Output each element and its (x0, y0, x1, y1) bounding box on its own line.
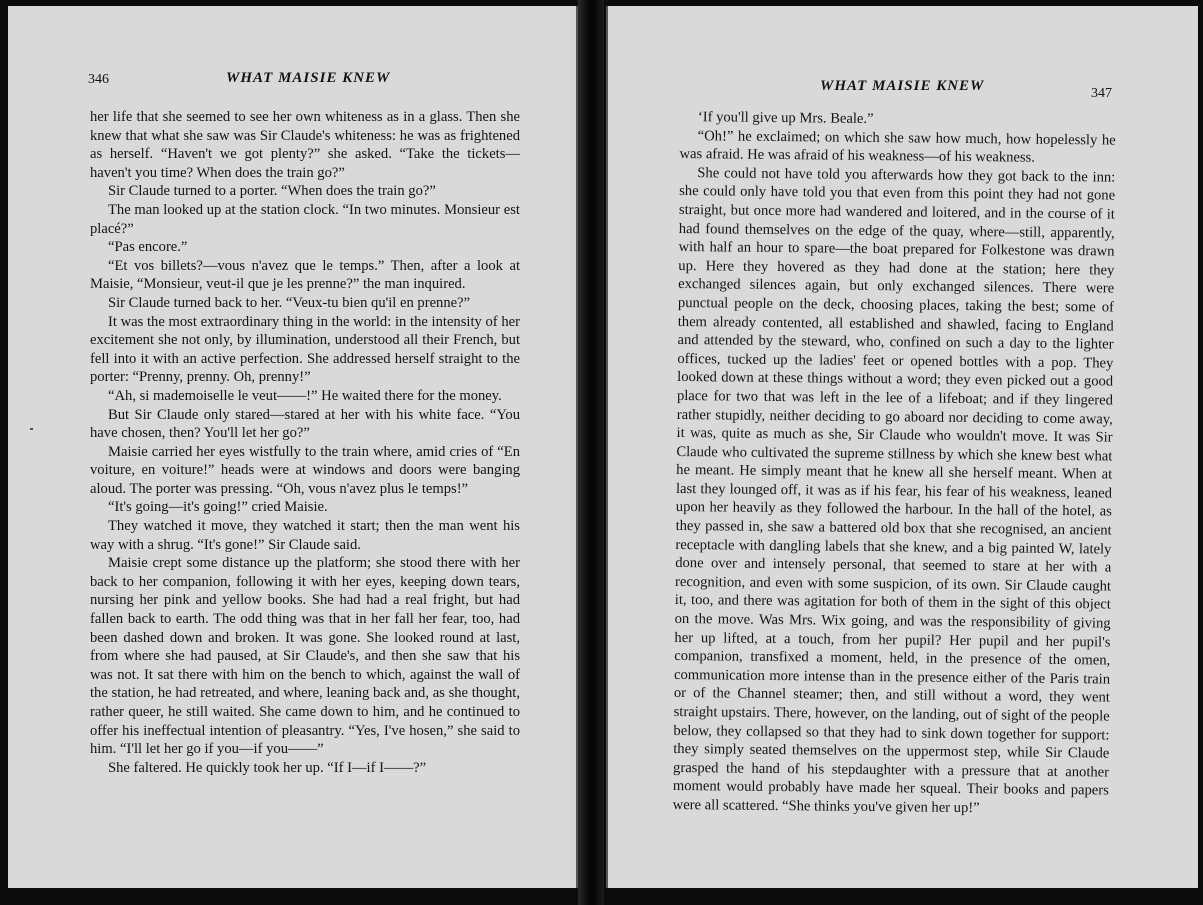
paragraph: The man looked up at the station clock. “In two minutes. Monsieur est placé?” (90, 201, 520, 237)
right-page (606, 6, 1198, 888)
running-head: WHAT MAISIE KNEW (820, 78, 985, 94)
paragraph: Sir Claude turned back to her. “Veux-tu bien qu'il en prenne?” (108, 294, 471, 311)
paragraph: ‘If you'll give up Mrs. Beale.” (697, 109, 874, 128)
paragraph: Maisie crept some distance up the platform; she stood there with her back to her companion, following it with her eyes, keeping down tears, nursing her pink and yellow books. She had had a real fright, but had fallen back to earth. The odd thing was that in her fall her fear, too, had been dashed down and broken. It was gone. She looked round at last, from where she had paused, at Sir Claude's, and then she saw that his was not. It sat there with him on the bench to which, against the wall of the station, he had retreated, and where, leaning back and, as she thought, rather queer, he still waited. She came down to him, and he continued to offer his ineffectual intention of pleasantry. “Yes, I've hosen,” she said to him. “I'll let her go if you—if you——” (90, 555, 520, 758)
paragraph: It was the most extraordinary thing in the world: in the intensity of her excitement she not only, by illumination, understood all their French, but fell into it with an active perfection. She addressed herself straight to the porter: “Prenny, prenny. Oh, prenny!” (90, 313, 520, 386)
paragraph: She could not have told you afterwards how they got back to the inn: she could only have told you that even from this point they had not gone straight, but once more had wandered and loitered, and in the course of it had found themselves on the edge of the quay, where—still, apparently, with half an hour to spare—the boat prepared for Folkestone was drawn up. Here they hovered as they had done at the station; here they exchanged silences again, but only exchanged silences. There were punctual people on the deck, choosing places, taking the best; some of them already contented, all established and shawled, facing to England and attended by the steward, who, confined on such a day to the lighter offices, tucked up the ladies' feet or opened bottles with a pop. They looked down at these things without a word; they even picked out a good place for two that was left in the lee of a lifeboat; and if they lingered rather stupidly, neither deciding to go aboard nor deciding to come away, it was, quite as much as she, Sir Claude who wouldn't move. It was Sir Claude who cultivated the supreme stillness by which she knew best what he meant. He simply meant that he knew all she herself meant. When at last they lounged off, it was as if his fear, his fear of his weakness, leaned upon her heavily as they followed the harbour. In the hall of the hotel, as they passed in, she saw a battered old box that she recognised, an ancient receptacle with dangling labels that she knew, and a big painted W, lately done over and intensely personal, that seemed to stare at her with a recognition, and even with some suspicion, of its own. Sir Claude caught it, too, and there was agitation for both of them in the sight of this object on the move. Was Mrs. Wix going, and was the responsibility of giving her up lifted, at a touch, from her pupil? Her pupil and her pupil's companion, transfixed a moment, held, in the presence of the omen, communication more intense than in the presence either of the Paris train or of the Channel steamer; then, and still without a word, they went straight upstairs. There, however, on the landing, out of sight of the people below, they collapsed so that they had to sink down together for support: they simply seated themselves on the uppermost step, while Sir Claude grasped the hand of his stepdaughter with a pressure that at another moment would probably have made her squeal. Their books and papers were all scattered. “She thinks you've given her up!” (672, 164, 1116, 817)
left-page-header (8, 70, 576, 94)
left-page-text (90, 108, 520, 777)
paragraph: “Oh!” he exclaimed; on which she saw how much, how hopelessly he was afraid. He was afraid of his weakness—of his weakness. (679, 127, 1116, 166)
left-page (8, 6, 578, 888)
page-number: 346 (88, 72, 109, 87)
paragraph: She faltered. He quickly took her up. “If I—if I——?” (108, 759, 427, 776)
book-gutter (578, 0, 604, 905)
paragraph: “Pas encore.” (108, 239, 188, 256)
page-number: 347 (1091, 86, 1112, 101)
paragraph: “Et vos billets?—vous n'avez que le temps.” Then, after a look at Maisie, “Monsieur, veut-il que je les prenne?” the man inquired. (90, 257, 520, 293)
paragraph: But Sir Claude only stared—stared at her with his white face. “You have chosen, then? You'll let her go?” (90, 406, 520, 442)
paragraph: “It's going—it's going!” cried Maisie. (108, 499, 328, 516)
right-page-header (608, 70, 1198, 101)
paragraph: “Ah, si mademoiselle le veut——!” He waited there for the money. (108, 387, 502, 404)
paragraph: her life that she seemed to see her own whiteness as in a glass. Then she knew that what she saw was Sir Claude's whiteness: he was as frightened as herself. “Haven't we got plenty?” she asked. “Take the tickets—haven't you time? When does the train go?” (90, 109, 520, 181)
paragraph: Sir Claude turned to a porter. “When does the train go?” (108, 183, 436, 200)
running-head: WHAT MAISIE KNEW (226, 70, 391, 86)
right-page-text (673, 108, 1116, 819)
paragraph: Maisie carried her eyes wistfully to the train where, amid cries of “En voiture, en voiture!” heads were at windows and doors were banging aloud. The porter was pressing. “Oh, vous n'avez plus le temps!” (90, 443, 520, 497)
paragraph: They watched it move, they watched it start; then the man went his way with a shrug. “It's gone!” Sir Claude said. (90, 518, 520, 553)
ink-speck (30, 428, 33, 430)
